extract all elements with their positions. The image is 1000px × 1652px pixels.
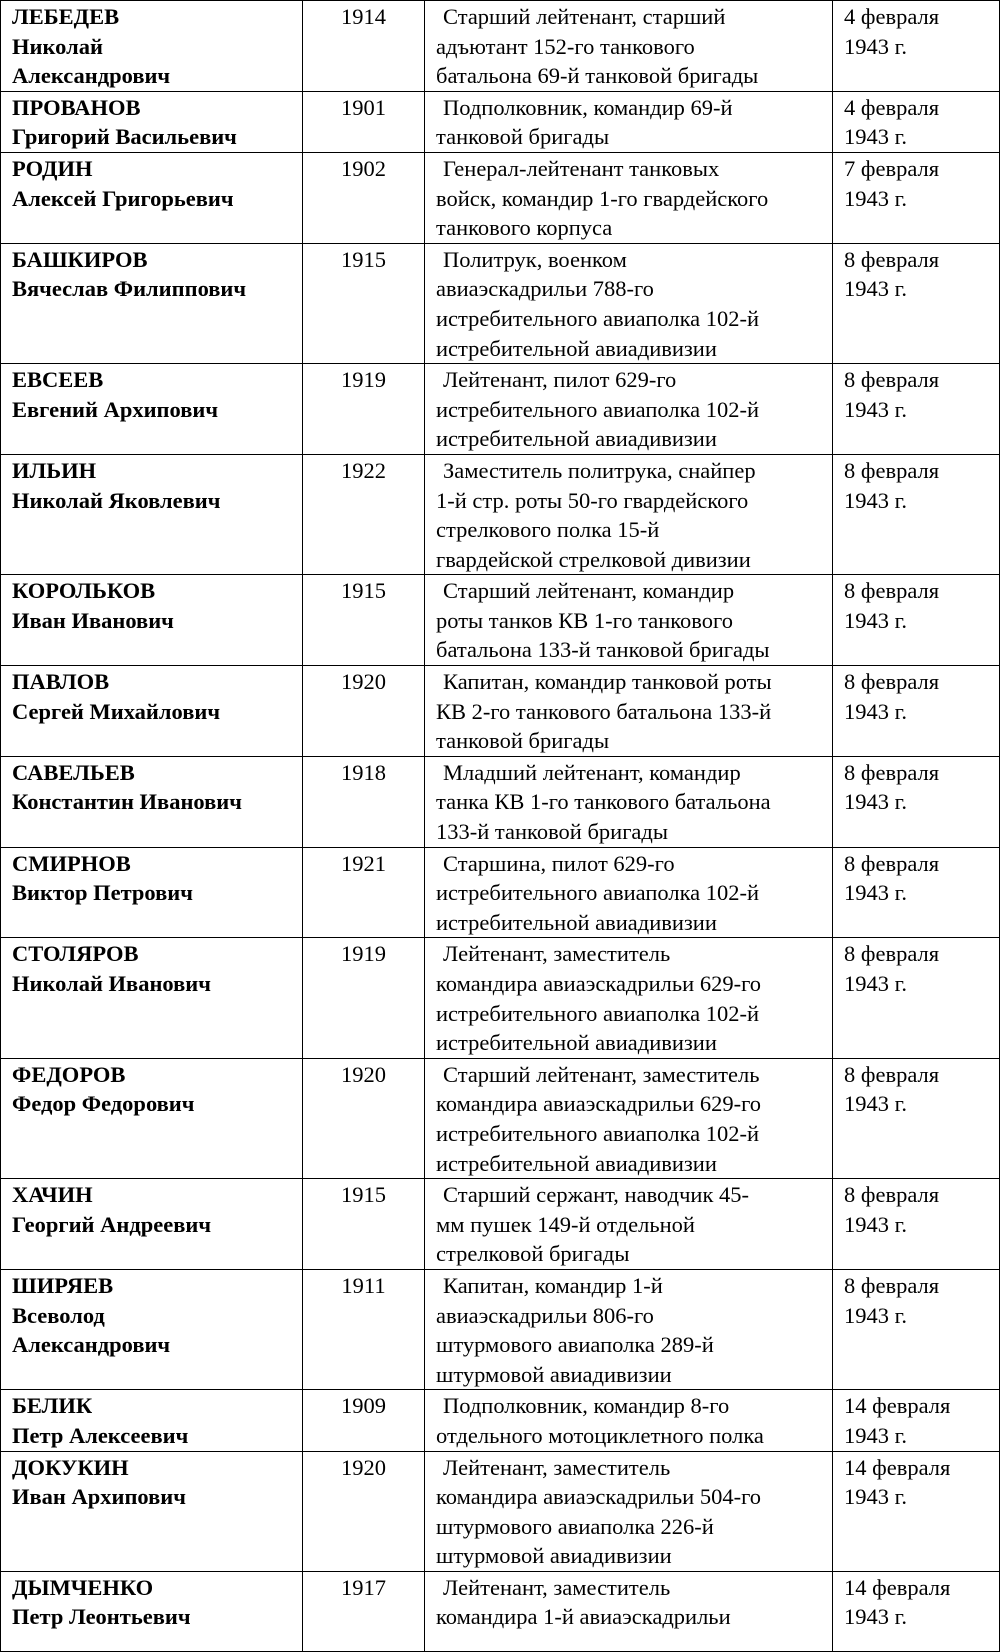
award-date-cell — [833, 454, 1000, 574]
given-names: Петр Алексеевич — [12, 1422, 189, 1448]
given-names: Иван Архипович — [12, 1484, 186, 1510]
rank-position-line: Политрук, военком — [443, 246, 627, 272]
birth-year: 1914 — [341, 4, 386, 29]
birth-year-cell — [303, 1, 425, 92]
award-date-cell — [833, 364, 1000, 455]
given-names: Сергей Михайлович — [12, 698, 221, 724]
name-cell — [1, 666, 303, 757]
table-row — [1, 666, 1000, 757]
given-names: Николай Иванович — [12, 971, 211, 996]
table-row — [1, 938, 1000, 1058]
award-date-line: 1943 г. — [844, 185, 907, 211]
given-names: Николай — [12, 33, 103, 59]
name-cell — [1, 1269, 303, 1389]
rank-position-line: танка КВ 1-го танкового батальона — [436, 789, 771, 815]
award-date-line: 1943 г. — [844, 880, 907, 906]
name-cell — [1, 1058, 303, 1178]
surname: ДЫМЧЕНКО — [12, 1574, 154, 1600]
rank-position-line: истребительной авиадивизии — [436, 1150, 717, 1176]
rank-position-cell — [425, 91, 833, 152]
surname: СТОЛЯРОВ — [12, 941, 139, 967]
rank-position-line: штурмового авиаполка 289-й — [436, 1332, 714, 1358]
rank-position-line: штурмового авиаполка 226-й — [436, 1513, 714, 1539]
award-date-line: 1943 г. — [844, 1422, 907, 1448]
given-names: Григорий Васильевич — [12, 124, 237, 150]
name-cell — [1, 1571, 303, 1651]
award-date-cell — [833, 152, 1000, 243]
birth-year-cell — [303, 243, 425, 363]
birth-year: 1901 — [341, 94, 386, 120]
rank-position-cell — [425, 152, 833, 243]
surname: ПРОВАНОВ — [12, 94, 141, 120]
rank-position-line: Старший сержант, наводчик 45- — [443, 1182, 750, 1208]
table-body — [1, 1, 1000, 1652]
surname: ИЛЬИН — [12, 457, 97, 483]
award-date-line: 7 февраля — [844, 155, 940, 181]
rank-position-line: истребительного авиаполка 102-й — [436, 1120, 760, 1146]
birth-year-cell — [303, 1058, 425, 1178]
award-date-line: 4 февраля — [844, 4, 940, 29]
surname: ЕВСЕЕВ — [12, 367, 104, 393]
birth-year-cell — [303, 1269, 425, 1389]
birth-year-cell — [303, 454, 425, 574]
birth-year: 1919 — [341, 367, 386, 393]
table-row — [1, 1058, 1000, 1178]
rank-position-line: КВ 2-го танкового батальона 133-й — [436, 698, 772, 724]
rank-position-line: истребительной авиадивизии — [436, 426, 717, 452]
table-row — [1, 91, 1000, 152]
name-cell — [1, 847, 303, 938]
rank-position-line: гвардейской стрелковой дивизии — [436, 546, 751, 572]
rank-position-line: Младший лейтенант, командир — [443, 759, 741, 785]
award-date-cell — [833, 1179, 1000, 1270]
given-names: Вячеслав Филиппович — [12, 276, 247, 302]
birth-year-cell — [303, 938, 425, 1058]
name-cell — [1, 454, 303, 574]
rank-position-cell — [425, 666, 833, 757]
rank-position-cell — [425, 1451, 833, 1571]
award-date-line: 8 февраля — [844, 669, 940, 695]
rank-position-line: мм пушек 149-й отдельной — [436, 1211, 695, 1237]
award-date-line: 1943 г. — [844, 971, 907, 996]
award-date-line: 1943 г. — [844, 1604, 907, 1630]
award-date-line: 14 февраля — [844, 1454, 951, 1480]
name-cell — [1, 938, 303, 1058]
table-row — [1, 756, 1000, 847]
rank-position-cell — [425, 1, 833, 92]
rank-position-line: штурмовой авиадивизии — [436, 1361, 672, 1387]
award-date-cell — [833, 938, 1000, 1058]
award-date-line: 14 февраля — [844, 1574, 951, 1600]
award-date-line: 1943 г. — [844, 1091, 907, 1117]
table-row — [1, 1451, 1000, 1571]
rank-position-line: Капитан, командир 1-й — [443, 1272, 663, 1298]
surname: ШИРЯЕВ — [12, 1272, 114, 1298]
table-row — [1, 1390, 1000, 1451]
rank-position-line: Подполковник, командир 8-го — [443, 1393, 730, 1419]
surname: ЛЕБЕДЕВ — [12, 4, 120, 29]
given-names: Георгий Андреевич — [12, 1211, 212, 1237]
surname: КОРОЛЬКОВ — [12, 578, 156, 604]
given-names: Константин Иванович — [12, 789, 242, 815]
surname: БЕЛИК — [12, 1393, 93, 1419]
award-date-line: 1943 г. — [844, 487, 907, 513]
name-cell — [1, 1390, 303, 1451]
rank-position-line: командира 1-й авиаэскадрильи — [436, 1604, 731, 1630]
rank-position-line: Подполковник, командир 69-й — [443, 94, 733, 120]
given-names: Всеволод — [12, 1302, 105, 1328]
given-names: Иван Иванович — [12, 607, 174, 633]
rank-position-line: командира авиаэскадрильи 629-го — [436, 971, 761, 996]
award-date-line: 4 февраля — [844, 94, 940, 120]
name-cell — [1, 575, 303, 666]
award-date-line: 8 февраля — [844, 850, 940, 876]
rank-position-line: танковой бригады — [436, 728, 610, 754]
award-date-line: 1943 г. — [844, 1211, 907, 1237]
award-date-line: 1943 г. — [844, 276, 907, 302]
birth-year: 1920 — [341, 1061, 386, 1087]
table-row — [1, 1179, 1000, 1270]
rank-position-line: истребительного авиаполка 102-й — [436, 1000, 760, 1026]
award-date-line: 1943 г. — [844, 124, 907, 150]
award-date-line: 1943 г. — [844, 33, 907, 59]
birth-year-cell — [303, 1571, 425, 1651]
award-date-cell — [833, 847, 1000, 938]
rank-position-line: истребительного авиаполка 102-й — [436, 396, 760, 422]
table-row — [1, 575, 1000, 666]
birth-year-cell — [303, 364, 425, 455]
birth-year: 1920 — [341, 1454, 386, 1480]
rank-position-line: Старший лейтенант, заместитель — [443, 1061, 760, 1087]
award-date-cell — [833, 666, 1000, 757]
award-date-cell — [833, 1058, 1000, 1178]
birth-year-cell — [303, 1179, 425, 1270]
birth-year: 1919 — [341, 941, 386, 967]
birth-year: 1911 — [341, 1272, 386, 1298]
rank-position-cell — [425, 364, 833, 455]
rank-position-line: роты танков КВ 1-го танкового — [436, 607, 733, 633]
birth-year: 1902 — [341, 155, 386, 181]
award-date-cell — [833, 756, 1000, 847]
given-names: Петр Леонтьевич — [12, 1604, 191, 1630]
rank-position-line: истребительной авиадивизии — [436, 909, 717, 935]
name-cell — [1, 1179, 303, 1270]
birth-year-cell — [303, 1390, 425, 1451]
table-row — [1, 847, 1000, 938]
rank-position-line: Старший лейтенант, старший — [443, 4, 726, 29]
table-row — [1, 454, 1000, 574]
rank-position-line: истребительного авиаполка 102-й — [436, 305, 760, 331]
birth-year: 1915 — [341, 578, 386, 604]
rank-position-line: танковой бригады — [436, 124, 610, 150]
award-date-line: 8 февраля — [844, 1061, 940, 1087]
birth-year: 1915 — [341, 246, 386, 272]
name-cell — [1, 364, 303, 455]
rank-position-line: командира авиаэскадрильи 629-го — [436, 1091, 761, 1117]
rank-position-cell — [425, 938, 833, 1058]
rank-position-line: командира авиаэскадрильи 504-го — [436, 1484, 761, 1510]
rank-position-line: стрелковой бригады — [436, 1241, 630, 1267]
rank-position-line: штурмовой авиадивизии — [436, 1543, 672, 1569]
rank-position-line: Генерал-лейтенант танковых — [443, 155, 720, 181]
award-date-line: 1943 г. — [844, 698, 907, 724]
rank-position-line: Старший лейтенант, командир — [443, 578, 735, 604]
rank-position-cell — [425, 1390, 833, 1451]
award-date-cell — [833, 1571, 1000, 1651]
name-cell — [1, 91, 303, 152]
rank-position-cell — [425, 454, 833, 574]
birth-year: 1922 — [341, 457, 386, 483]
rank-position-cell — [425, 1269, 833, 1389]
rank-position-cell — [425, 243, 833, 363]
given-names: Федор Федорович — [12, 1091, 195, 1117]
rank-position-line: авиаэскадрильи 806-го — [436, 1302, 654, 1328]
given-names: Александрович — [12, 1332, 171, 1358]
award-date-line: 1943 г. — [844, 607, 907, 633]
surname: БАШКИРОВ — [12, 246, 148, 272]
table-row — [1, 1571, 1000, 1651]
award-date-cell — [833, 243, 1000, 363]
award-date-line: 1943 г. — [844, 1484, 907, 1510]
award-date-cell — [833, 91, 1000, 152]
rank-position-line: отдельного мотоциклетного полка — [436, 1422, 764, 1448]
given-names: Александрович — [12, 63, 171, 89]
rank-position-line: истребительного авиаполка 102-й — [436, 880, 760, 906]
birth-year-cell — [303, 575, 425, 666]
award-date-cell — [833, 1269, 1000, 1389]
rank-position-line: Лейтенант, пилот 629-го — [443, 367, 677, 393]
rank-position-line: Лейтенант, заместитель — [443, 1454, 671, 1480]
award-date-line: 8 февраля — [844, 1182, 940, 1208]
award-date-line: 14 февраля — [844, 1393, 951, 1419]
award-date-line: 1943 г. — [844, 789, 907, 815]
rank-position-line: батальона 69-й танковой бригады — [436, 63, 759, 89]
rank-position-line: 1-й стр. роты 50-го гвардейского — [436, 487, 749, 513]
birth-year-cell — [303, 847, 425, 938]
rank-position-line: Капитан, командир танковой роты — [443, 669, 772, 695]
award-date-line: 8 февраля — [844, 941, 940, 967]
rank-position-line: Лейтенант, заместитель — [443, 1574, 671, 1600]
table-row — [1, 243, 1000, 363]
table-row — [1, 364, 1000, 455]
rank-position-cell — [425, 1571, 833, 1651]
award-date-line: 1943 г. — [844, 396, 907, 422]
rank-position-cell — [425, 1179, 833, 1270]
table-row — [1, 152, 1000, 243]
given-names: Николай Яковлевич — [12, 487, 221, 513]
rank-position-line: войск, командир 1-го гвардейского — [436, 185, 769, 211]
rank-position-line: Лейтенант, заместитель — [443, 941, 671, 967]
surname: ДОКУКИН — [12, 1454, 129, 1480]
rank-position-line: истребительной авиадивизии — [436, 335, 717, 361]
rank-position-cell — [425, 575, 833, 666]
award-date-cell — [833, 1, 1000, 92]
rank-position-line: 133-й танковой бригады — [436, 819, 668, 845]
award-date-cell — [833, 1390, 1000, 1451]
rank-position-line: адъютант 152-го танкового — [436, 33, 695, 59]
birth-year: 1915 — [341, 1182, 386, 1208]
award-date-line: 8 февраля — [844, 367, 940, 393]
name-cell — [1, 1451, 303, 1571]
birth-year-cell — [303, 152, 425, 243]
rank-position-cell — [425, 847, 833, 938]
name-cell — [1, 243, 303, 363]
rank-position-line: Старшина, пилот 629-го — [443, 850, 675, 876]
birth-year-cell — [303, 666, 425, 757]
award-date-line: 8 февраля — [844, 457, 940, 483]
given-names: Алексей Григорьевич — [12, 185, 234, 211]
birth-year: 1909 — [341, 1393, 386, 1419]
given-names: Евгений Архипович — [12, 396, 219, 422]
award-date-line: 8 февраля — [844, 578, 940, 604]
rank-position-line: танкового корпуса — [436, 215, 613, 241]
award-date-line: 1943 г. — [844, 1302, 907, 1328]
given-names: Виктор Петрович — [12, 880, 193, 906]
birth-year-cell — [303, 1451, 425, 1571]
rank-position-line: стрелкового полка 15-й — [436, 517, 660, 543]
rank-position-line: авиаэскадрильи 788-го — [436, 276, 654, 302]
award-date-line: 8 февраля — [844, 246, 940, 272]
name-cell — [1, 756, 303, 847]
rank-position-cell — [425, 756, 833, 847]
name-cell — [1, 1, 303, 92]
surname: РОДИН — [12, 155, 93, 181]
birth-year: 1918 — [341, 759, 386, 785]
award-date-line: 8 февраля — [844, 759, 940, 785]
rank-position-line: Заместитель политрука, снайпер — [443, 457, 756, 483]
surname: СМИРНОВ — [12, 850, 131, 876]
name-cell — [1, 152, 303, 243]
surname: САВЕЛЬЕВ — [12, 759, 135, 785]
rank-position-cell — [425, 1058, 833, 1178]
birth-year: 1920 — [341, 669, 386, 695]
birth-year-cell — [303, 756, 425, 847]
award-date-cell — [833, 1451, 1000, 1571]
surname: ПАВЛОВ — [12, 669, 110, 695]
award-date-line: 8 февраля — [844, 1272, 940, 1298]
table-row — [1, 1269, 1000, 1389]
table-row — [1, 1, 1000, 92]
award-date-cell — [833, 575, 1000, 666]
surname: ФЕДОРОВ — [12, 1061, 126, 1087]
birth-year: 1917 — [341, 1574, 386, 1600]
birth-year: 1921 — [341, 850, 386, 876]
rank-position-line: истребительной авиадивизии — [436, 1030, 717, 1056]
surname: ХАЧИН — [12, 1182, 93, 1208]
birth-year-cell — [303, 91, 425, 152]
rank-position-line: батальона 133-й танковой бригады — [436, 637, 770, 663]
